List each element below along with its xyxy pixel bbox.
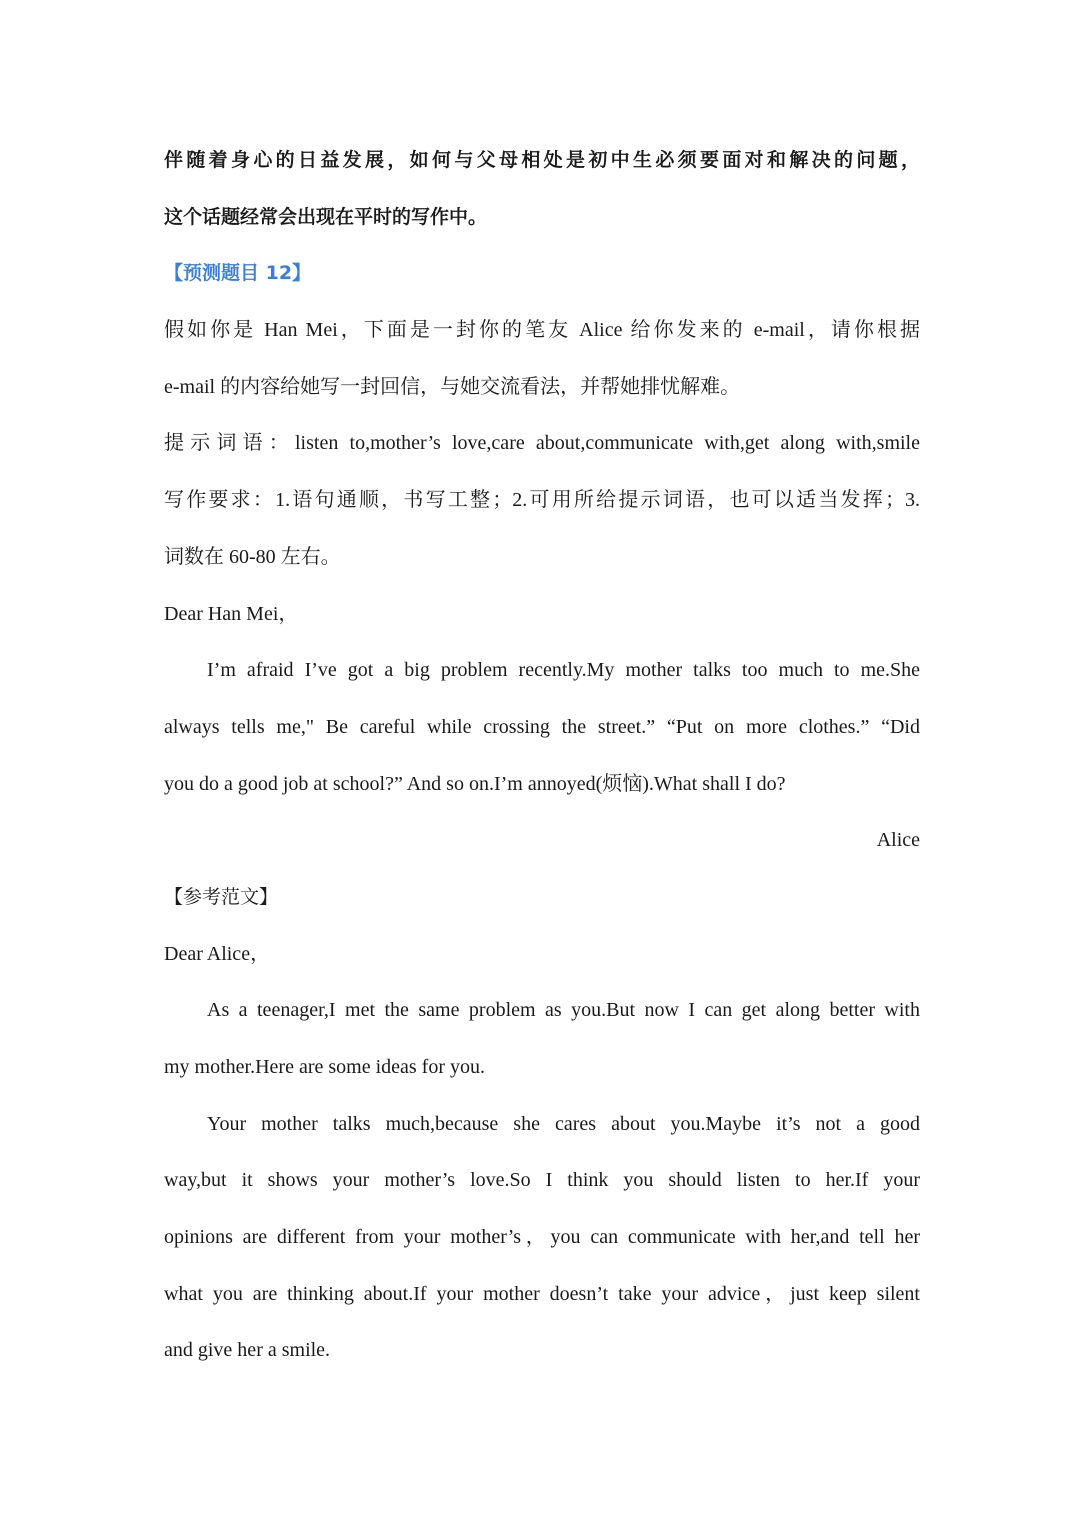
reply-p2-line-5: and give her a smile. bbox=[164, 1339, 331, 1362]
letter-signature: Alice bbox=[876, 829, 920, 852]
letter-greeting: Dear Han Mei， bbox=[164, 602, 299, 625]
reply-p2-line-1: Your mother talks much,because she cares about you.Maybe it’s not a good bbox=[207, 1112, 920, 1135]
reply-p2-line-2: way,but it shows your mother’s love.So I think you should listen to her.If your bbox=[164, 1169, 920, 1192]
reply-p1-line-2: my mother.Here are some ideas for you. bbox=[164, 1056, 486, 1078]
requirements-line-1: 写作要求：1.语句通顺，书写工整；2.可用所给提示词语，也可以适当发挥；3. bbox=[164, 489, 920, 512]
prompt-line-2: e-mail 的内容给她写一封回信，与她交流看法，并帮她排忧解难。 bbox=[164, 375, 741, 398]
reference-title: 【参考范文】 bbox=[164, 885, 279, 908]
letter-line-3: you do a good job at school?” And so on.I’m annoyed(烦恼).What shall I do? bbox=[164, 772, 786, 795]
intro-line-1: 伴随着身心的日益发展，如何与父母相处是初中生必须要面对和解决的问题， bbox=[164, 149, 920, 171]
letter-line-1: I’m afraid I’ve got a big problem recently.My mother talks too much to me.She bbox=[207, 659, 920, 682]
reply-p2-line-4: what you are thinking about.If your mother doesn’t take your advice，just keep silent bbox=[164, 1282, 920, 1305]
reply-p2-line-3: opinions are different from your mother’s，you can communicate with her,and tell her bbox=[164, 1226, 920, 1249]
prompt-line-1: 假如你是 Han Mei，下面是一封你的笔友 Alice 给你发来的 e-mail，请你根据 bbox=[164, 319, 920, 342]
intro-line-2: 这个话题经常会出现在平时的写作中。 bbox=[164, 205, 488, 228]
requirements-line-2: 词数在 60-80 左右。 bbox=[164, 545, 341, 568]
letter-line-2: always tells me," Be careful while crossing the street.” “Put on more clothes.” “Did bbox=[164, 715, 920, 738]
hint-words: 提示词语：listen to,mother’s love,care about,communicate with,get along with,smile bbox=[164, 432, 920, 455]
reply-greeting: Dear Alice， bbox=[164, 942, 271, 965]
reply-p1-line-1: As a teenager,I met the same problem as you.But now I can get along better with bbox=[207, 999, 920, 1022]
document-page bbox=[164, 132, 920, 1379]
question-title: 【预测题目 12】 bbox=[164, 262, 312, 285]
